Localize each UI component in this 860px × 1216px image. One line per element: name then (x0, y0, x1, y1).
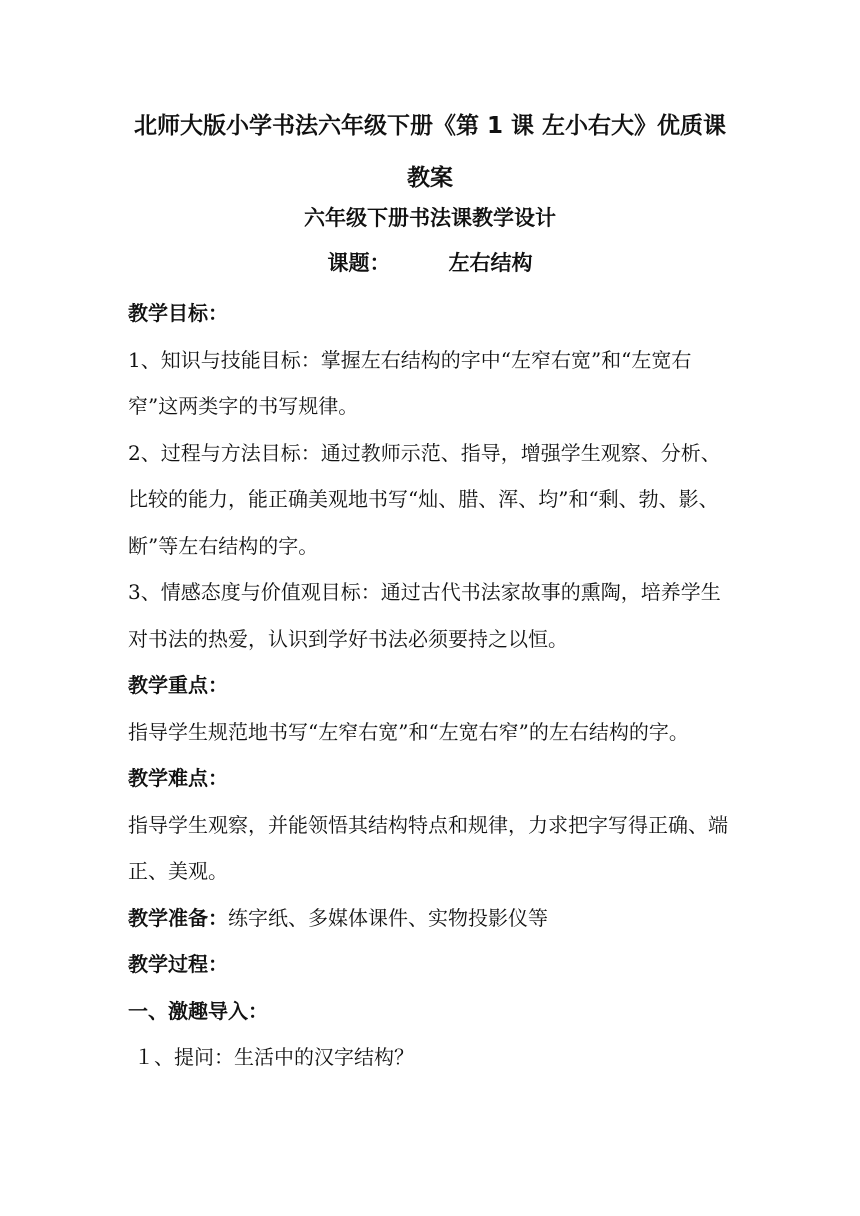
process-heading: 教学过程： (128, 952, 228, 976)
document-title: 北师大版小学书法六年级下册《第 1 课 左小右大》优质课教案 (133, 113, 727, 191)
preparation-heading: 教学准备： (128, 905, 228, 930)
preparation-line (128, 895, 732, 942)
key-points-heading: 教学重点： (128, 673, 228, 697)
topic-label: 课题： (327, 251, 391, 275)
preparation-text: 练字纸、多媒体课件、实物投影仪等 (228, 905, 548, 930)
document-body (128, 290, 732, 1081)
difficulties-heading: 教学难点： (128, 766, 228, 790)
process-section-1: 一、激趣导入： (128, 998, 268, 1023)
topic-line (128, 245, 732, 281)
lesson-design-subtitle: 六年级下册书法课教学设计 (304, 206, 556, 230)
topic-value: 左右结构 (448, 251, 533, 275)
objective-item: 3、情感态度与价值观目标：通过古代书法家故事的熏陶，培养学生对书法的热爱，认识到学好书法必须要持之以恒。 (128, 580, 721, 651)
objectives-heading: 教学目标： (128, 301, 228, 325)
objective-item: 1、知识与技能目标：掌握左右结构的字中“左窄右宽”和“左宽右窄”这两类字的书写规律。 (128, 347, 692, 418)
objective-item: 2、过程与方法目标：通过教师示范、指导，增强学生观察、分析、比较的能力，能正确美观地书写“灿、腊、浑、均”和“剩、勃、影、断”等左右结构的字。 (128, 440, 721, 558)
key-points-text: 指导学生规范地书写“左窄右宽”和“左宽右窄”的左右结构的字。 (128, 719, 689, 744)
process-step-1: １、提问：生活中的汉字结构？ (134, 1045, 414, 1069)
difficulties-text: 指导学生观察，并能领悟其结构特点和规律，力求把字写得正确、端正、美观。 (128, 812, 728, 883)
